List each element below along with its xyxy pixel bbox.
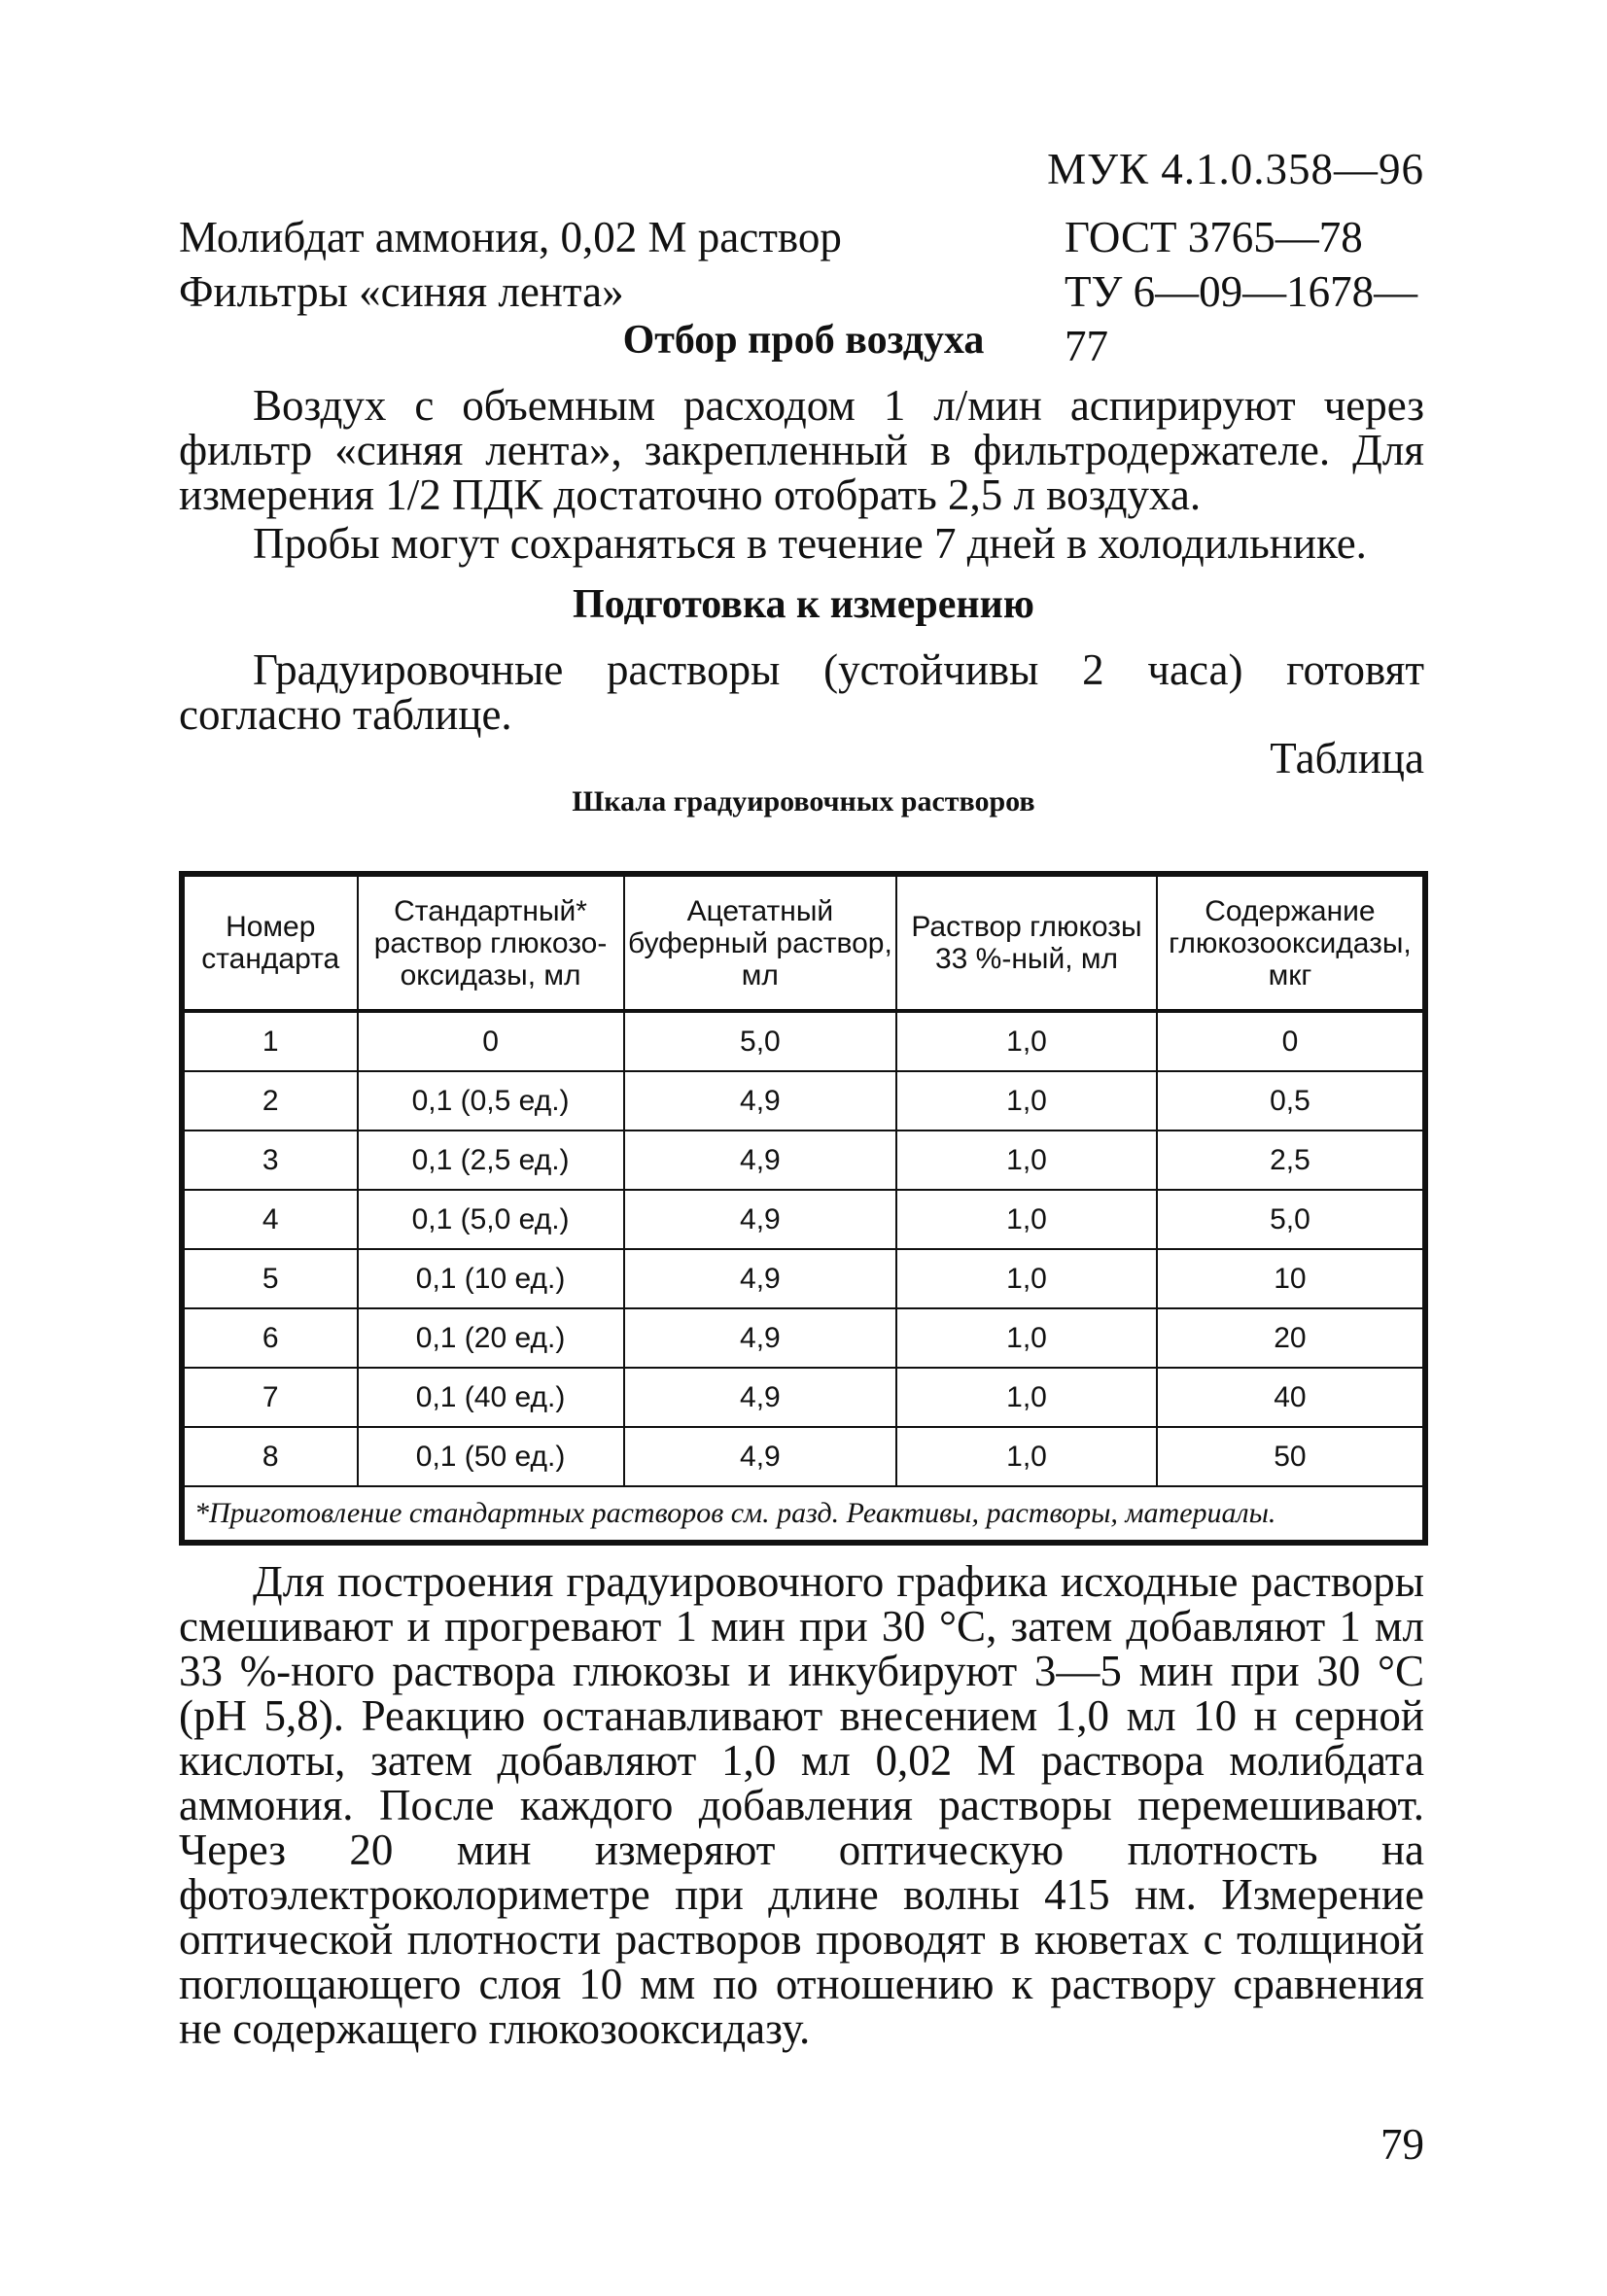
table-cell: 0,1 (20 ед.)	[358, 1308, 624, 1368]
table-cell: 4,9	[624, 1308, 897, 1368]
table-cell: 4,9	[624, 1249, 897, 1308]
table-row	[184, 1308, 1423, 1368]
table-cell: 0,1 (50 ед.)	[358, 1427, 624, 1486]
calibration-table	[183, 875, 1424, 1542]
column-header: Стандартный* раствор глюкозо-оксидазы, мл	[358, 876, 624, 1011]
table-cell: 4,9	[624, 1368, 897, 1427]
table-cell: 1,0	[896, 1427, 1157, 1486]
table-cell: 20	[1157, 1308, 1423, 1368]
reagent-name: Фильтры «синяя лента»	[179, 267, 624, 316]
column-header: Содержание глюкозооксидазы, мкг	[1157, 876, 1423, 1011]
table-cell: 0,1 (5,0 ед.)	[358, 1190, 624, 1249]
table-cell: 0,5	[1157, 1071, 1423, 1131]
reagent-standard: ТУ 6—09—1678—77	[1065, 267, 1418, 370]
table-cell: 1,0	[896, 1190, 1157, 1249]
table-cell: 0,1 (2,5 ед.)	[358, 1131, 624, 1190]
table-cell: 2	[184, 1071, 358, 1131]
calibration-table-container	[179, 871, 1428, 1546]
table-cell: 10	[1157, 1249, 1423, 1308]
table-cell: 8	[184, 1427, 358, 1486]
reagent-standard: ГОСТ 3765—78	[1065, 213, 1363, 261]
table-label: Таблица	[1270, 734, 1424, 783]
table-cell: 40	[1157, 1368, 1423, 1427]
table-cell: 0	[1157, 1011, 1423, 1071]
preparation-paragraph: Градуировочные растворы (устойчивы 2 часа) готовят согласно таблице.	[179, 645, 1424, 739]
column-header: Раствор глюкозы 33 %-ный, мл	[896, 876, 1157, 1011]
table-cell: 4,9	[624, 1190, 897, 1249]
page-number: 79	[1380, 2120, 1424, 2169]
column-header: Ацетатный буферный раствор, мл	[624, 876, 897, 1011]
table-row	[184, 1190, 1423, 1249]
table-cell: 0,1 (0,5 ед.)	[358, 1071, 624, 1131]
table-cell: 1,0	[896, 1071, 1157, 1131]
table-cell: 2,5	[1157, 1131, 1423, 1190]
table-cell: 1,0	[896, 1368, 1157, 1427]
table-cell: 1,0	[896, 1308, 1157, 1368]
table-row	[184, 1249, 1423, 1308]
table-row	[184, 1427, 1423, 1486]
table-cell: 4,9	[624, 1071, 897, 1131]
table-footnote: *Приготовление стандартных растворов см. разд. Реактивы, растворы, материалы.	[184, 1486, 1423, 1541]
table-cell: 4,9	[624, 1131, 897, 1190]
table-row	[184, 1131, 1423, 1190]
table-title: Шкала градуировочных растворов	[572, 785, 1035, 818]
sampling-paragraph-2: Пробы могут сохраняться в течение 7 дней в холодильнике.	[253, 519, 1367, 568]
preparation-heading: Подготовка к измерению	[573, 582, 1034, 627]
table-row	[184, 1011, 1423, 1071]
table-cell: 5,0	[1157, 1190, 1423, 1249]
table-cell: 3	[184, 1131, 358, 1190]
reagent-row	[179, 210, 1424, 264]
column-header: Номер стандарта	[184, 876, 358, 1011]
table-row	[184, 1071, 1423, 1131]
sampling-heading: Отбор проб воздуха	[622, 318, 985, 363]
table-cell: 1,0	[896, 1011, 1157, 1071]
table-cell: 7	[184, 1368, 358, 1427]
table-footnote-row	[184, 1486, 1423, 1541]
table-cell: 5	[184, 1249, 358, 1308]
table-cell: 6	[184, 1308, 358, 1368]
table-cell: 5,0	[624, 1011, 897, 1071]
table-cell: 50	[1157, 1427, 1423, 1486]
table-header-row	[184, 876, 1423, 1011]
document-code: МУК 4.1.0.358—96	[1047, 145, 1424, 193]
table-cell: 0,1 (40 ед.)	[358, 1368, 624, 1427]
sampling-paragraph-1: Воздух с объемным расходом 1 л/мин аспирируют через фильтр «синяя лента», закрепленный в фильтродержателе. Для измерения 1/2 ПДК достаточно отобрать 2,5 л воздуха.	[179, 381, 1424, 519]
reagent-name: Молибдат аммония, 0,02 М раствор	[179, 213, 842, 261]
procedure-paragraph: Для построения градуировочного графика исходные растворы смешивают и прогревают 1 мин при 30 °С, затем добавляют 1 мл 33 %-ного раствора глюкозы и инкубируют 3—5 мин при 30 °С (рН 5,8). Реакцию останавливают внесением 1,0 мл 10 н серной кислоты, затем добавляют 1,0 мл 0,02 М раствора молибдата аммония. После каждого добавления растворы перемешивают. Через 20 мин измеряют оптическую плотность на фотоэлектроколориметре при длине волны 415 нм. Измерение оптической плотности растворов проводят в кюветах с толщиной поглощающего слоя 10 мм по отношению к раствору сравнения не содержащего глюкозооксидазу.	[179, 1557, 1424, 2053]
table-cell: 4,9	[624, 1427, 897, 1486]
table-cell: 1,0	[896, 1131, 1157, 1190]
table-cell: 0,1 (10 ед.)	[358, 1249, 624, 1308]
table-row	[184, 1368, 1423, 1427]
table-cell: 4	[184, 1190, 358, 1249]
table-cell: 1	[184, 1011, 358, 1071]
table-cell: 0	[358, 1011, 624, 1071]
table-cell: 1,0	[896, 1249, 1157, 1308]
